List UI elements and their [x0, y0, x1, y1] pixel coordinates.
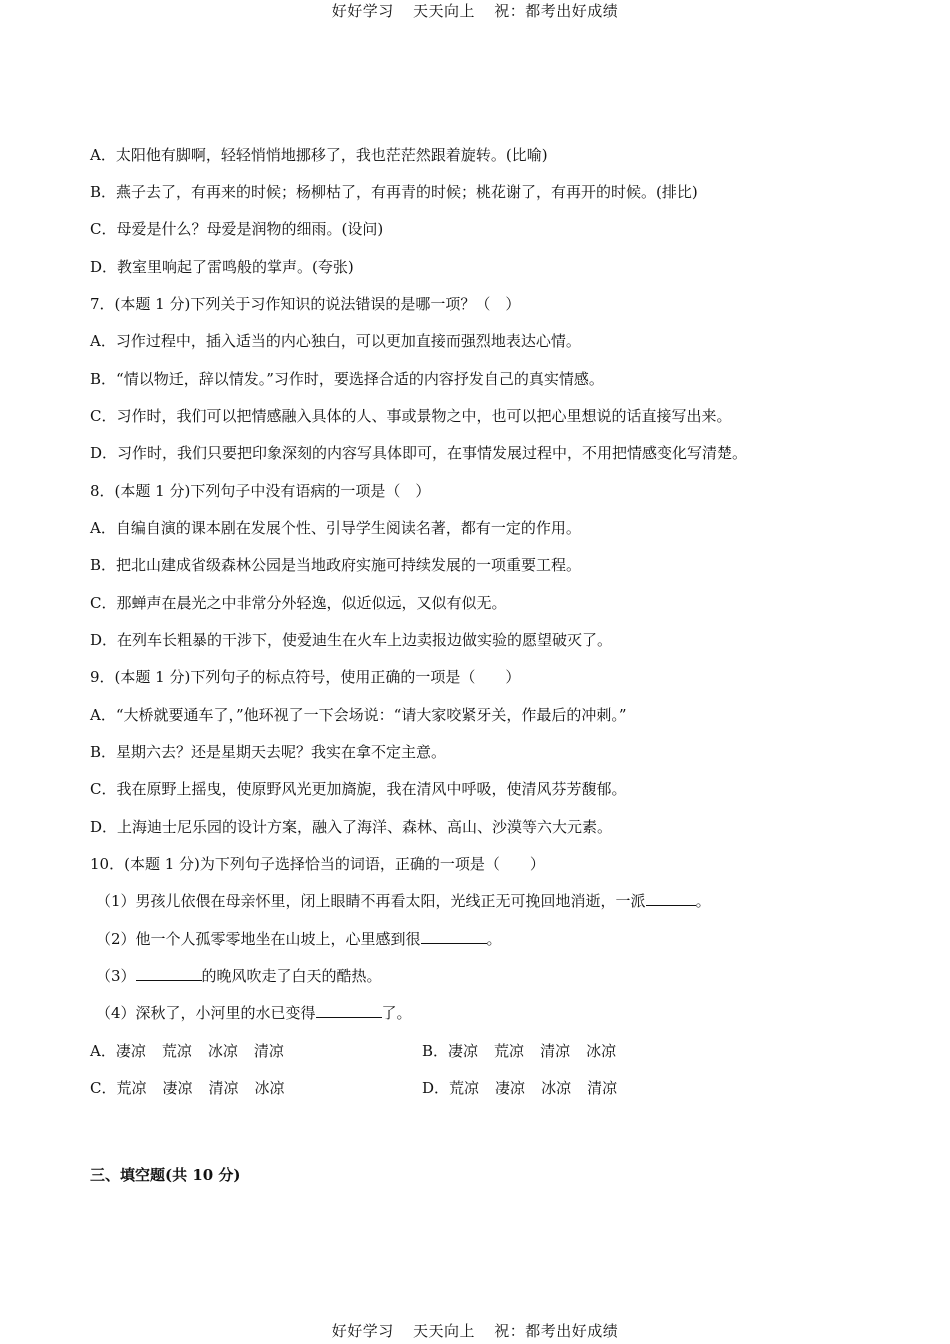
q9-option-a: A．“大桥就要通车了，”他环视了一下会场说：“请大家咬紧牙关，作最后的冲刺。” — [90, 706, 627, 724]
q7-stem: 7．(本题 1 分)下列关于习作知识的说法错误的是哪一项？（ ） — [90, 295, 521, 313]
q8-option-c: C．那蝉声在晨光之中非常分外轻逸，似近似远，又似有似无。 — [90, 594, 507, 612]
q10-sentence-1-text: （1）男孩儿依偎在母亲怀里，闭上眼睛不再看太阳，光线正无可挽回地消逝，一派 — [96, 892, 646, 910]
option-word: 荒凉 — [161, 1042, 192, 1060]
q7-option-b: B．“情以物迁，辞以情发。”习作时，要选择合适的内容抒发自己的真实情感。 — [90, 370, 604, 388]
option-word: 清凉 — [253, 1042, 284, 1060]
q10-option-d — [422, 1078, 633, 1098]
option-word: 凄凉 — [162, 1079, 193, 1097]
option-word: 清凉 — [208, 1079, 239, 1097]
q8-option-a: A．自编自演的课本剧在发展个性、引导学生阅读名著，都有一定的作用。 — [90, 519, 581, 537]
q10-option-b — [422, 1041, 632, 1061]
option-label: B． — [422, 1042, 449, 1060]
option-word: 冰凉 — [586, 1042, 617, 1060]
footer-motto-1: 好好学习 — [331, 1322, 394, 1340]
page-footer — [0, 1320, 950, 1341]
q10-sentence-2-end: 。 — [486, 930, 502, 948]
q7-option-d: D．习作时，我们只要把印象深刻的内容写具体即可，在事情发展过程中，不用把情感变化写清楚。 — [90, 444, 748, 462]
q7-option-a: A．习作过程中，插入适当的内心独白，可以更加直接而强烈地表达心情。 — [90, 332, 581, 350]
q10-stem: 10．(本题 1 分)为下列句子选择恰当的词语，正确的一项是（ ） — [90, 855, 545, 873]
q10-sentence-2 — [96, 929, 502, 949]
footer-motto-2: 天天向上 — [412, 1322, 475, 1340]
option-word: 冰凉 — [541, 1079, 572, 1097]
q10-sentence-3 — [96, 966, 382, 986]
option-word: 凄凉 — [115, 1042, 146, 1060]
q9-option-c: C．我在原野上摇曳，使原野风光更加旖旎，我在清风中呼吸，使清风芬芳馥郁。 — [90, 780, 627, 798]
header-motto-2: 天天向上 — [412, 2, 475, 20]
q10-option-c — [90, 1078, 301, 1098]
q6-option-c: C．母爱是什么？母爱是润物的细雨。(设问) — [90, 220, 384, 238]
q10-sentence-4 — [96, 1003, 412, 1023]
q10-sentence-2-text: （2）他一个人孤零零地坐在山坡上，心里感到很 — [96, 930, 421, 948]
q8-stem: 8．(本题 1 分)下列句子中没有语病的一项是（ ） — [90, 482, 431, 500]
fill-blank[interactable] — [646, 891, 696, 906]
q6-option-d: D．教室里响起了雷鸣般的掌声。(夸张) — [90, 258, 354, 276]
q10-sentence-4-text: （4）深秋了，小河里的水已变得 — [96, 1004, 316, 1022]
option-word: 荒凉 — [494, 1042, 525, 1060]
option-word: 清凉 — [587, 1079, 618, 1097]
option-word: 清凉 — [540, 1042, 571, 1060]
section-heading: 三、填空题(共 10 分) — [90, 1166, 241, 1184]
q7-option-c: C．习作时，我们可以把情感融入具体的人、事或景物之中，也可以把心里想说的话直接写出来。 — [90, 407, 732, 425]
q10-sentence-1-end: 。 — [695, 892, 711, 910]
q10-sentence-4-end: 了。 — [381, 1004, 412, 1022]
q10-sentence-3-text: （3） — [96, 967, 136, 985]
option-word: 冰凉 — [254, 1079, 285, 1097]
option-word: 冰凉 — [207, 1042, 238, 1060]
fill-blank[interactable] — [421, 929, 487, 944]
q10-sentence-1 — [96, 891, 711, 911]
fill-blank[interactable] — [136, 966, 202, 981]
q10-sentence-3-end: 的晚风吹走了白天的酷热。 — [201, 967, 382, 985]
q9-option-d: D．上海迪士尼乐园的设计方案，融入了海洋、森林、高山、沙漠等六大元素。 — [90, 818, 613, 836]
option-word: 荒凉 — [116, 1079, 147, 1097]
header-motto-3: 祝：都考出好成绩 — [494, 2, 619, 20]
q8-option-d: D．在列车长粗暴的干涉下，使爱迪生在火车上边卖报边做实验的愿望破灭了。 — [90, 631, 613, 649]
q8-option-b: B．把北山建成省级森林公园是当地政府实施可持续发展的一项重要工程。 — [90, 556, 582, 574]
option-word: 凄凉 — [495, 1079, 526, 1097]
q6-option-b: B．燕子去了，有再来的时候；杨柳枯了，有再青的时候；桃花谢了，有再开的时候。(排比) — [90, 183, 698, 201]
header-motto-1: 好好学习 — [331, 2, 394, 20]
option-label: C． — [90, 1079, 117, 1097]
option-label: A． — [90, 1042, 116, 1060]
option-word: 凄凉 — [448, 1042, 479, 1060]
option-word: 荒凉 — [449, 1079, 480, 1097]
page-header — [0, 0, 950, 21]
q9-stem: 9．(本题 1 分)下列句子的标点符号，使用正确的一项是（ ） — [90, 668, 521, 686]
q10-option-a — [90, 1041, 300, 1061]
footer-motto-3: 祝：都考出好成绩 — [494, 1322, 619, 1340]
option-label: D． — [422, 1079, 450, 1097]
q6-option-a: A．太阳他有脚啊，轻轻悄悄地挪移了，我也茫茫然跟着旋转。(比喻) — [90, 146, 548, 164]
fill-blank[interactable] — [316, 1003, 382, 1018]
q9-option-b: B．星期六去？还是星期天去呢？我实在拿不定主意。 — [90, 743, 447, 761]
